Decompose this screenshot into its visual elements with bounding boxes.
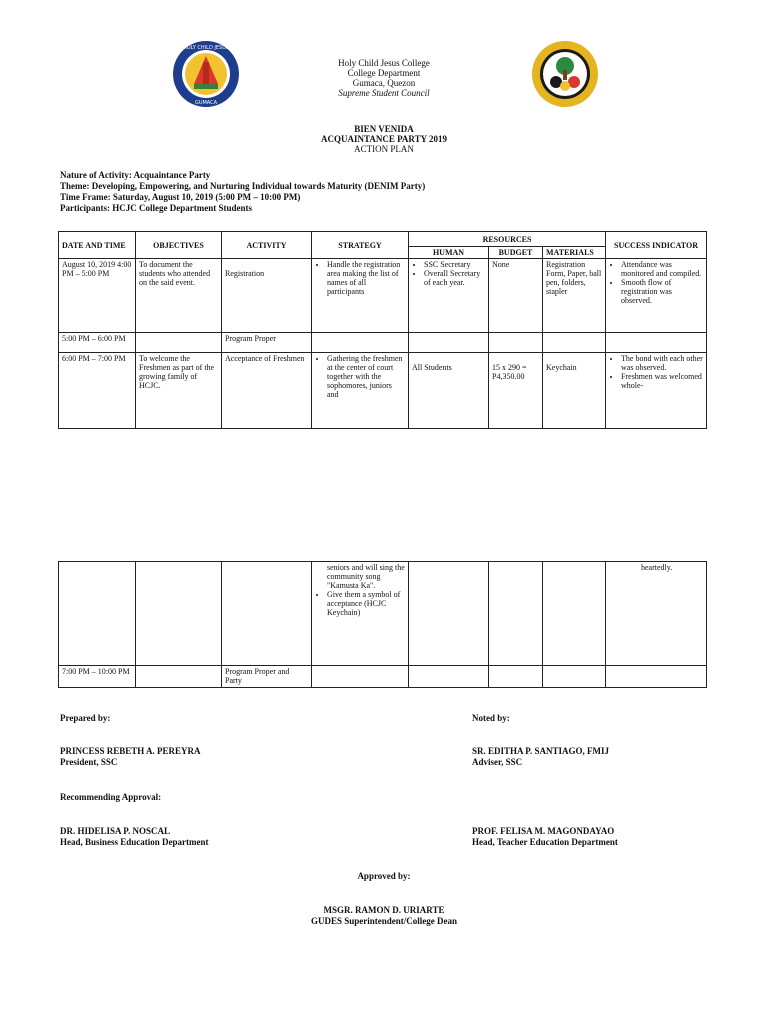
row1-success [606, 259, 707, 333]
row2-budget [489, 333, 543, 353]
document-title [0, 124, 768, 154]
row5-budget [489, 666, 543, 688]
row3-activity: Acceptance of Freshmen [222, 353, 312, 429]
row5-human [409, 666, 489, 688]
title-line-1: BIEN VENIDA [354, 124, 414, 134]
table-row [59, 259, 707, 333]
row1-strategy-item: • Handle the registration area making the list of names of all participants [327, 260, 405, 296]
title-line-2: ACQUAINTANCE PARTY 2019 [320, 134, 448, 144]
recommending-title-1: Head, Business Education Department [60, 837, 209, 847]
recommending-signatory-1 [60, 826, 209, 848]
noted-by-signatory [472, 746, 609, 768]
row5-success [606, 666, 707, 688]
row4-success [606, 562, 707, 666]
approved-by-signatory [0, 905, 768, 927]
council-name: Supreme Student Council [338, 88, 430, 98]
row5-objective [136, 666, 222, 688]
table-row [59, 562, 707, 666]
row2-date: 5:00 PM – 6:00 PM [59, 333, 136, 353]
row3-budget: 15 x 290 = P4,350.00 [489, 353, 543, 429]
row3-human: All Students [409, 353, 489, 429]
document-header [0, 58, 768, 98]
row3-success [606, 353, 707, 429]
row2-objective [136, 333, 222, 353]
header-activity: ACTIVITY [222, 232, 312, 259]
row3-strategy [312, 353, 409, 429]
row1-strategy [312, 259, 409, 333]
prepared-by-title: President, SSC [60, 757, 118, 767]
row3-date: 6:00 PM – 7:00 PM [59, 353, 136, 429]
time-frame: Time Frame: Saturday, August 10, 2019 (5:00 PM – 10:00 PM) [60, 192, 301, 202]
prepared-by-signatory [60, 746, 201, 768]
theme: Theme: Developing, Empowering, and Nurturing Individual towards Maturity (DENIM Party) [60, 181, 426, 191]
row2-materials [543, 333, 606, 353]
header-resources: RESOURCES [409, 232, 606, 247]
department-name: College Department [347, 68, 421, 78]
row4-strategy [312, 562, 409, 666]
header-human: HUMAN [409, 247, 489, 259]
recommending-signatory-2 [472, 826, 618, 848]
row2-activity: Program Proper [222, 333, 312, 353]
row1-date: August 10, 2019 4:00 PM – 5:00 PM [59, 259, 136, 333]
row4-materials [543, 562, 606, 666]
activity-details [60, 170, 425, 214]
row5-materials [543, 666, 606, 688]
row4-strategy-continued: seniors and will sing the community song "Kamusta Ka". [327, 563, 405, 590]
row4-human [409, 562, 489, 666]
approved-by-label: Approved by: [357, 871, 411, 881]
row1-activity: Registration [222, 259, 312, 333]
table-row [59, 353, 707, 429]
header-budget: BUDGET [489, 247, 543, 259]
svg-text:GUMACA: GUMACA [194, 100, 218, 106]
approved-by-name: MSGR. RAMON D. URIARTE [323, 905, 445, 915]
row1-success-item: • Attendance was monitored and compiled. [621, 260, 703, 278]
action-plan-table [58, 231, 707, 429]
row4-activity [222, 562, 312, 666]
recommending-name-2: PROF. FELISA M. MAGONDAYAO [472, 826, 615, 836]
header-success-indicator: SUCCESS INDICATOR [606, 232, 707, 259]
row1-budget: None [489, 259, 543, 333]
row3-objective: To welcome the Freshmen as part of the growing family of HCJC. [136, 353, 222, 429]
row4-strategy-item: • Give them a symbol of acceptance (HCJC Keychain) [327, 590, 405, 617]
noted-by-label: Noted by: [472, 713, 510, 723]
row4-objective [136, 562, 222, 666]
row2-human [409, 333, 489, 353]
header-objectives: OBJECTIVES [136, 232, 222, 259]
row1-success-item: • Smooth flow of registration was observed. [621, 278, 703, 305]
row3-strategy-item: • Gathering the freshmen at the center of court together with the sophomores, juniors and [327, 354, 405, 399]
row3-success-item: • The bond with each other was observed. [621, 354, 703, 372]
table-row [59, 333, 707, 353]
school-name: Holy Child Jesus College [338, 58, 430, 68]
row2-strategy [312, 333, 409, 353]
header-materials: MATERIALS [543, 247, 606, 259]
row5-strategy [312, 666, 409, 688]
table-row [59, 666, 707, 688]
row4-date [59, 562, 136, 666]
row5-date: 7:00 PM – 10:00 PM [59, 666, 136, 688]
title-line-3: ACTION PLAN [354, 144, 414, 154]
svg-text:HOLY CHILD JESUS: HOLY CHILD JESUS [182, 45, 230, 51]
row1-human-item: • SSC Secretary [424, 260, 485, 269]
noted-by-name: SR. EDITHA P. SANTIAGO, FMIJ [472, 746, 609, 756]
row3-materials: Keychain [543, 353, 606, 429]
school-address: Gumaca, Quezon [352, 78, 416, 88]
prepared-by-label: Prepared by: [60, 713, 111, 723]
noted-by-title: Adviser, SSC [472, 757, 523, 767]
nature-of-activity: Nature of Activity: Acquaintance Party [60, 170, 211, 180]
row1-human-item: • Overall Secretary of each year. [424, 269, 485, 287]
row1-materials: Registration Form, Paper, ball pen, folders, stapler [543, 259, 606, 333]
row3-success-item: • Freshmen was welcomed whole- [621, 372, 703, 390]
prepared-by-name: PRINCESS REBETH A. PEREYRA [60, 746, 201, 756]
recommending-title-2: Head, Teacher Education Department [472, 837, 618, 847]
row2-success [606, 333, 707, 353]
action-plan-table-continued [58, 561, 707, 688]
header-strategy: STRATEGY [312, 232, 409, 259]
recommending-approval-label: Recommending Approval: [60, 792, 162, 802]
row1-human [409, 259, 489, 333]
participants: Participants: HCJC College Department Students [60, 203, 252, 213]
approved-by-title: GUDES Superintendent/College Dean [310, 916, 457, 926]
row4-budget [489, 562, 543, 666]
header-date: DATE AND TIME [59, 232, 136, 259]
row5-activity: Program Proper and Party [222, 666, 312, 688]
recommending-name-1: DR. HIDELISA P. NOSCAL [60, 826, 170, 836]
row4-success-continued: heartedly. [641, 563, 673, 572]
row1-objective: To document the students who attended on the said event. [136, 259, 222, 333]
